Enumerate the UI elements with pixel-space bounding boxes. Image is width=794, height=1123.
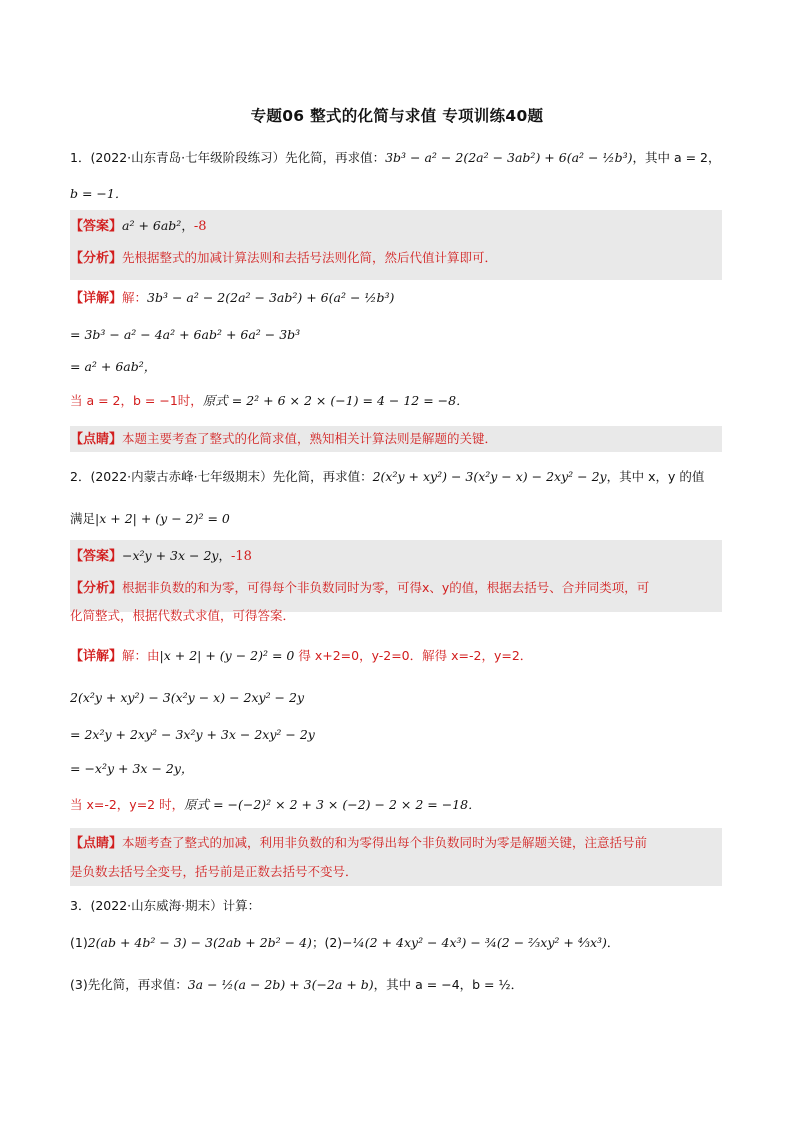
problem-2-detail: 【详解】解：由|x + 2| + (y − 2)² = 0 得 x+2=0，y-2=0．解得 x=-2，y=2． xyxy=(70,648,533,664)
problem-1-step-2: = a² + 6ab²， xyxy=(70,359,157,374)
problem-2-step-0: 2(x²y + xy²) − 3(x²y − x) − 2xy² − 2y xyxy=(70,690,305,705)
problem-2-analysis: 【分析】根据非负数的和为零，可得每个非负数同时为零，可得x、y的值，根据去括号、合并同类项，可 xyxy=(70,580,650,596)
problem-1-statement xyxy=(70,148,724,169)
problem-3-part-1: 2(ab + 4b² − 3) − 3(2ab + 2b² − 4) xyxy=(87,935,312,950)
problem-2-statement: 2．(2022·内蒙古赤峰·七年级期末）先化简，再求值：2(x²y + xy²) − 3(x²y − x) − 2xy² − 2y，其中 x，y 的值 xyxy=(70,469,705,484)
answer-label: 【答案】 xyxy=(70,219,123,234)
analysis-label: 【分析】 xyxy=(70,581,123,596)
problem-3-source: 3．(2022·山东威海·期末）计算： xyxy=(70,898,261,913)
problem-2-step-3: 当 x=-2，y=2 时，原式 = −(−2)² × 2 + 3 × (−2) − 2 × 2 = −18． xyxy=(70,797,481,812)
problem-3-statement xyxy=(70,896,724,917)
problem-2-step-1: = 2x²y + 2xy² − 3x²y + 3x − 2xy² − 2y xyxy=(70,727,315,742)
problem-1-answer: 【答案】a² + 6ab²，-8 xyxy=(70,218,207,234)
problem-1-statement-cont: b = −1． xyxy=(70,186,128,201)
answer-value: -18 xyxy=(231,549,252,564)
problem-1-step-3: 当 a = 2，b = −1时，原式 = 2² + 6 × 2 × (−1) = 4 − 12 = −8． xyxy=(70,393,469,408)
problem-2-expression: 2(x²y + xy²) − 3(x²y − x) − 2xy² − 2y xyxy=(372,469,607,484)
problem-2-answer: 【答案】−x²y + 3x − 2y，-18 xyxy=(70,548,252,564)
problem-1-expression: 3b³ − a² − 2(2a² − 3ab²) + 6(a² − ½b³) xyxy=(385,150,633,165)
problem-1-condition: ，其中 a = 2， xyxy=(632,150,721,165)
answer-value: -8 xyxy=(193,219,207,234)
problem-1-source: 1．(2022·山东青岛·七年级阶段练习）先化简，再求值： xyxy=(70,150,386,165)
problem-2-step-2: = −x²y + 3x − 2y， xyxy=(70,761,194,776)
problem-1-comment: 【点睛】本题主要考查了整式的化简求值，熟知相关计算法则是解题的关键． xyxy=(70,431,498,447)
detail-label: 【详解】 xyxy=(70,291,123,306)
problem-3-part-3: (3)先化简，再求值：3a − ½(a − 2b) + 3(−2a + b)，其中 a = −4，b = ½． xyxy=(70,977,524,992)
answer-label: 【答案】 xyxy=(70,549,123,564)
problem-1-step-1: = 3b³ − a² − 4a² + 6ab² + 6a² − 3b³ xyxy=(70,327,301,342)
comment-label: 【点睛】 xyxy=(70,432,123,447)
problem-1-detail: 【详解】解：3b³ − a² − 2(2a² − 3ab²) + 6(a² − ½b³) xyxy=(70,290,395,306)
problem-3-parts-1-2: (1)2(ab + 4b² − 3) − 3(2ab + 2b² − 4)；(2)−¼(2 + 4xy² − 4x³) − ¾(2 − ⅔xy² + ⁴⁄₃x³)． xyxy=(70,935,620,950)
problem-2-comment: 【点睛】本题考查了整式的加减，利用非负数的和为零得出每个非负数同时为零是解题关键，注意括号前 xyxy=(70,835,648,851)
problem-2-analysis-cont: 化简整式，根据代数式求值，可得答案． xyxy=(70,608,296,623)
problem-2-source: 2．(2022·内蒙古赤峰·七年级期末）先化简，再求值： xyxy=(70,469,373,484)
problem-2-statement-cont: 满足|x + 2| + (y − 2)² = 0 xyxy=(70,511,230,526)
problem-2-comment-cont: 是负数去括号全变号，括号前是正数去括号不变号． xyxy=(70,864,358,879)
problem-3-part-2: −¼(2 + 4xy² − 4x³) − ¾(2 − ⅔xy² + ⁴⁄₃x³) xyxy=(342,935,607,950)
analysis-label: 【分析】 xyxy=(70,251,123,266)
page-title: 专题06 整式的化简与求值 专项训练40题 xyxy=(250,107,544,125)
detail-label: 【详解】 xyxy=(70,649,123,664)
problem-1-analysis: 【分析】先根据整式的加减计算法则和去括号法则化简，然后代值计算即可． xyxy=(70,250,498,266)
comment-label: 【点睛】 xyxy=(70,836,123,851)
